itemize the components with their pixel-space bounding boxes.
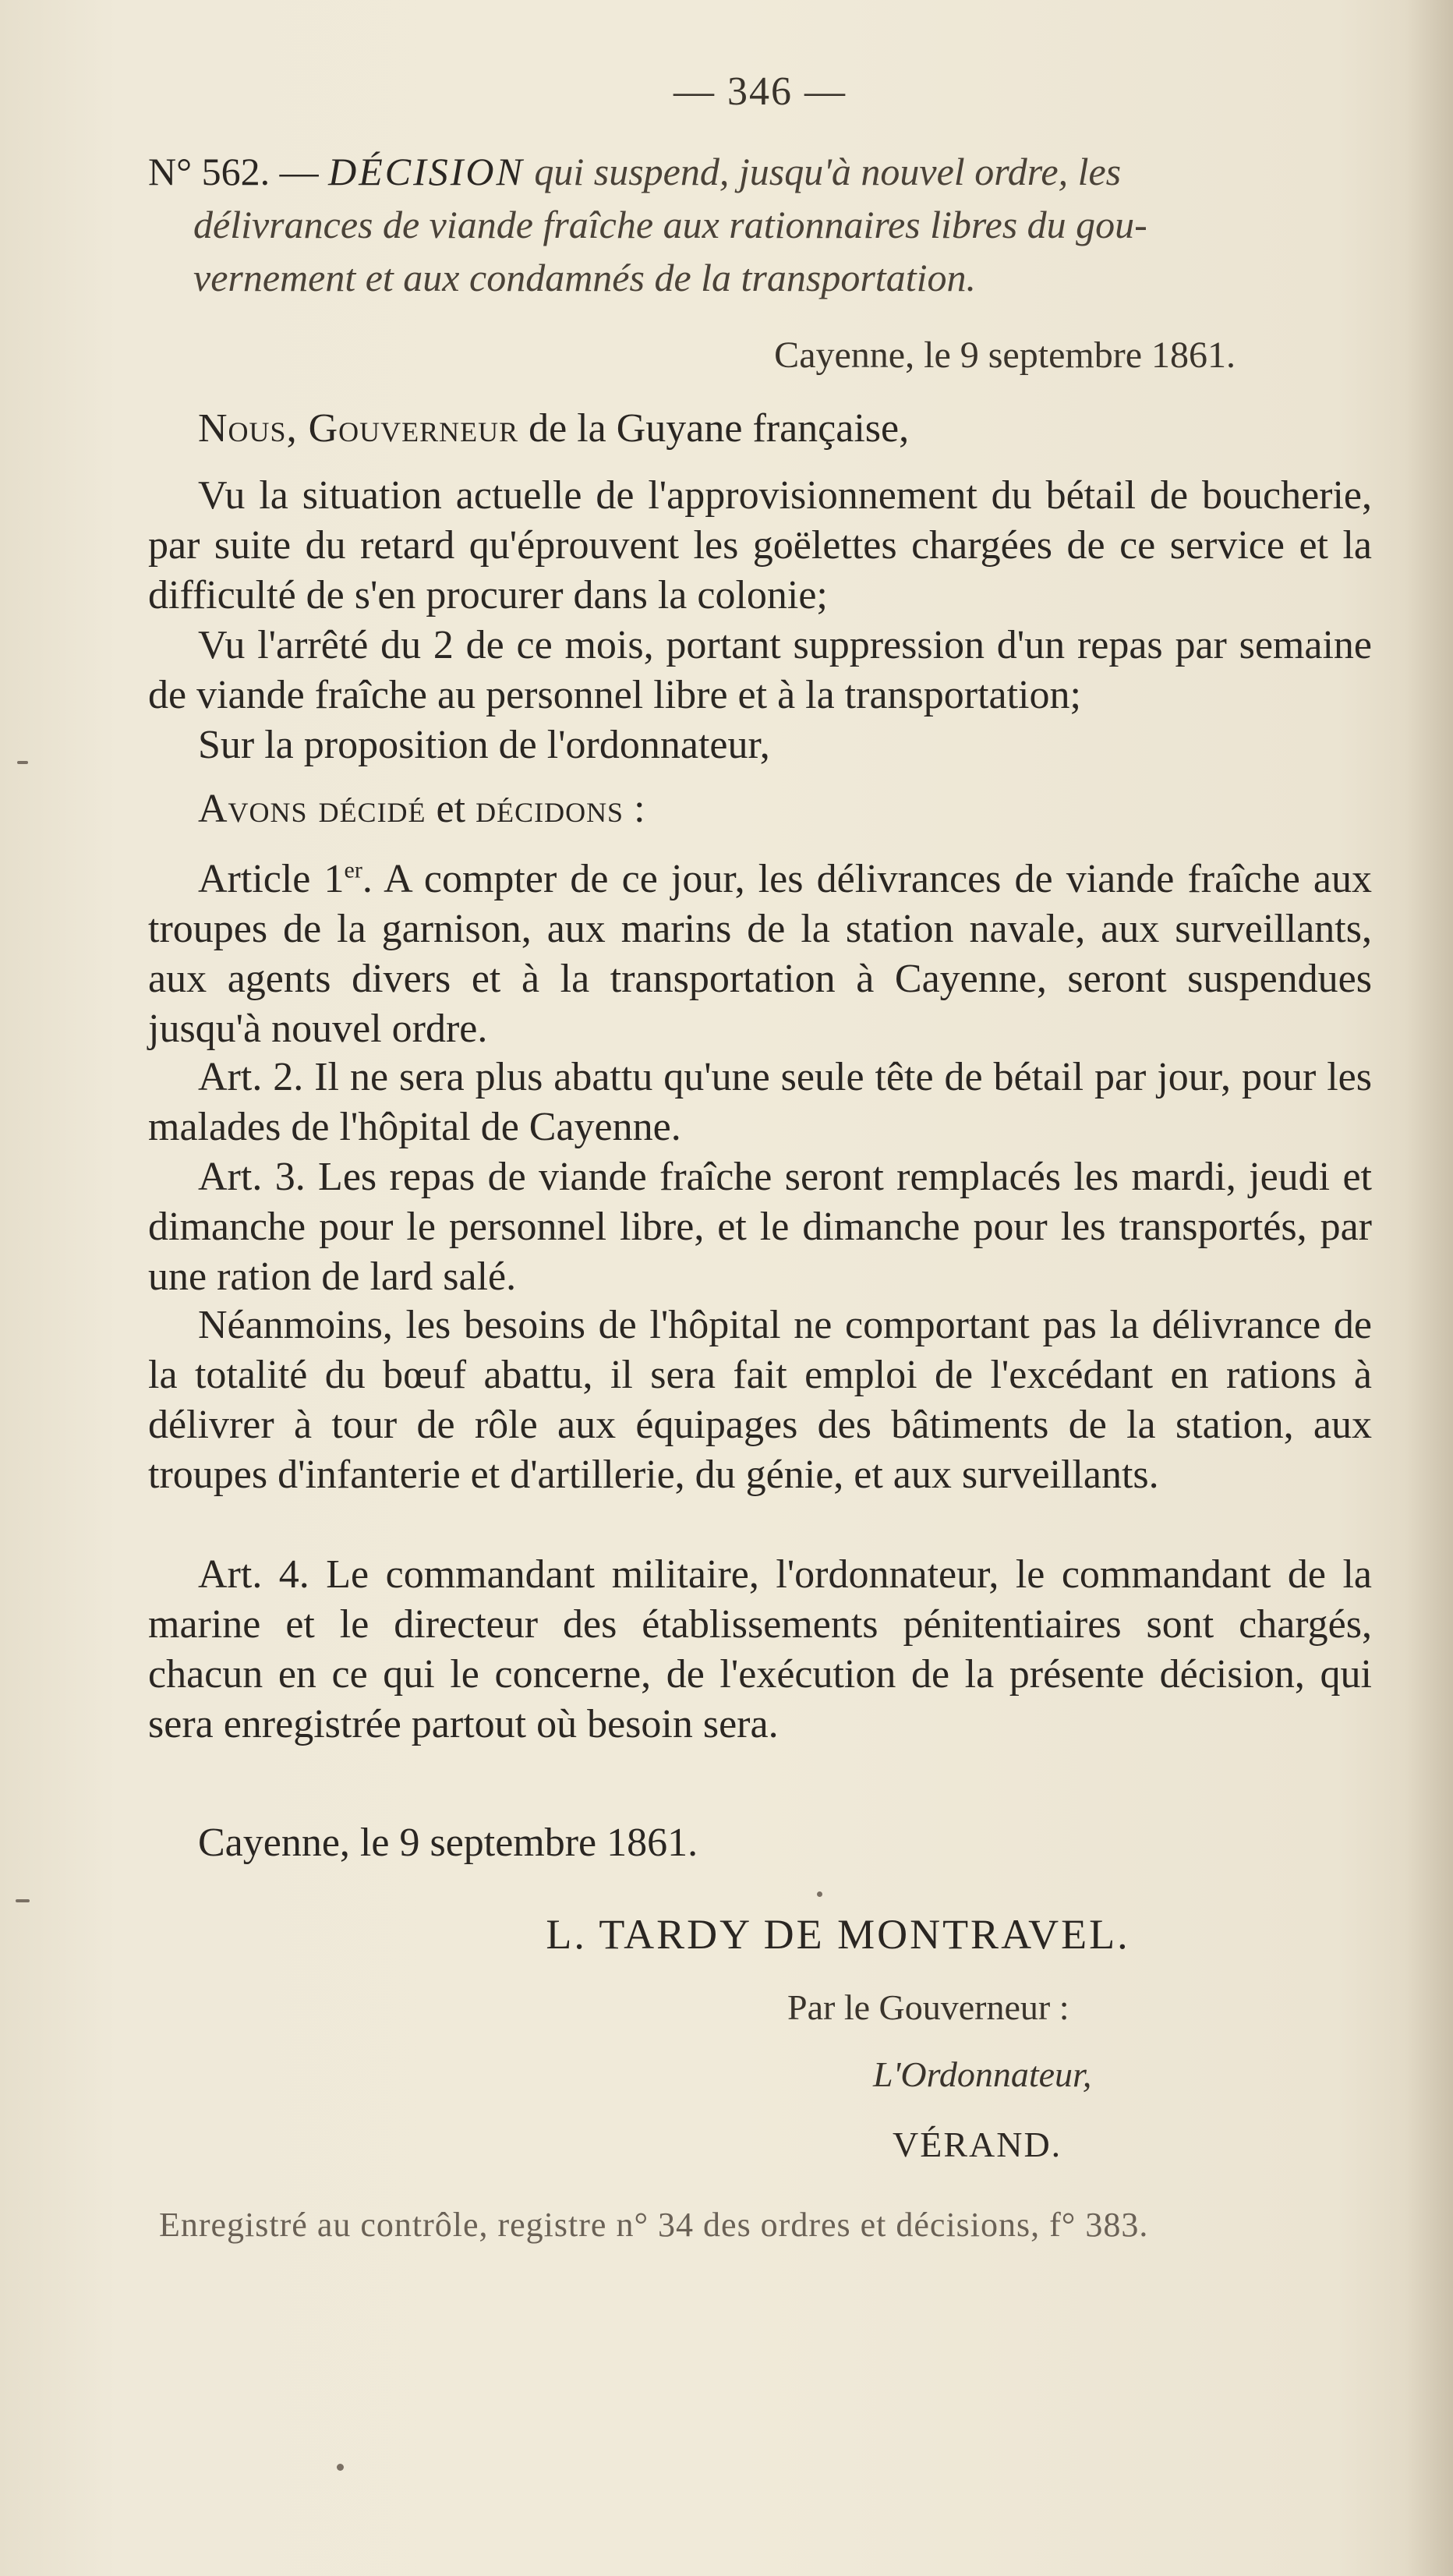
paragraph-vu-arrete: Vu l'arrêté du 2 de ce mois, portant suppression d'un repas par semaine de viande fraîche au personnel libre et à la transportation;	[148, 623, 1372, 717]
article-1-label: Article 1	[198, 857, 345, 901]
decidons: décidons	[475, 787, 624, 831]
par-le-gouverneur: Par le Gouverneur :	[787, 1987, 1069, 2027]
page-edge-shadow	[1406, 0, 1453, 2576]
governor-signature: L. TARDY DE MONTRAVEL.	[546, 1911, 1130, 1958]
avons-end: :	[624, 787, 645, 831]
decision-heading	[148, 145, 1372, 304]
avons-et: et	[426, 787, 476, 831]
paragraph-sur-proposition: Sur la proposition de l'ordonnateur,	[198, 723, 770, 767]
countersignature: VÉRAND.	[893, 2125, 1062, 2164]
page-number: — 346 —	[673, 69, 847, 114]
decision-description-line-2: délivrances de viande fraîche aux rationnaires libres du gou-	[193, 203, 1147, 246]
paragraph-article-4: Art. 4. Le commandant militaire, l'ordonnateur, le commandant de la marine et le directeur des établissements pénitentiaires sont chargés, chacun en ce qui le concerne, de l'exécution de la présente décision, qui sera enregistrée partout où besoin sera.	[148, 1552, 1372, 1746]
paper-speck	[337, 2464, 344, 2471]
paper-speck	[16, 1899, 30, 1902]
paragraph-avons-decide	[148, 784, 1372, 834]
nous-rest: de la Guyane française,	[518, 406, 910, 451]
ordonnateur-role: L'Ordonnateur,	[873, 2054, 1092, 2094]
dateline: Cayenne, le 9 septembre 1861.	[774, 334, 1236, 376]
decision-title: DÉCISION	[328, 150, 525, 193]
article-1-text: . A compter de ce jour, les délivrances de viande fraîche aux troupes de la garnison, aux marins de la station navale, aux surveillants, aux agents divers et à la transportation à Cayenne, seront suspendues jusqu'à nouvel ordre.	[148, 857, 1373, 1051]
decision-description-line-3: vernement et aux condamnés de la transportation.	[193, 256, 976, 299]
paragraph-vu-situation: Vu la situation actuelle de l'approvisionnement du bétail de boucherie, par suite du retard qu'éprouvent les goëlettes chargées de ce service et la difficulté de s'en procurer dans la colonie;	[148, 473, 1372, 617]
paragraph-article-3: Art. 3. Les repas de viande fraîche seront remplacés les mardi, jeudi et dimanche pour le personnel libre, et le dimanche pour les transportés, par une ration de lard salé.	[148, 1155, 1372, 1299]
closing-dateline: Cayenne, le 9 septembre 1861.	[198, 1821, 698, 1865]
paragraph-article-2: Art. 2. Il ne sera plus abattu qu'une seule tête de bétail par jour, pour les malades de l'hôpital de Cayenne.	[148, 1055, 1372, 1149]
preamble-nous	[148, 404, 1372, 454]
registration-note: Enregistré au contrôle, registre n° 34 des ordres et décisions, f° 383.	[159, 2206, 1149, 2244]
paragraph-neanmoins: Néanmoins, les besoins de l'hôpital ne comportant pas la délivrance de la totalité du bœuf abattu, il sera fait emploi de l'excédant en rations à délivrer à tour de rôle aux équipages des bâtiments de la station, aux troupes d'infanterie et d'artillerie, du génie, et aux surveillants.	[148, 1303, 1372, 1497]
decision-number: N° 562. —	[148, 150, 319, 193]
decision-description-line-1: qui suspend, jusqu'à nouvel ordre, les	[524, 150, 1122, 193]
paper-speck	[817, 1891, 822, 1897]
article-1-superscript: er	[344, 857, 362, 883]
paragraph-article-1	[148, 855, 1372, 1054]
paper-speck	[17, 761, 28, 764]
nous-gouverneur: Nous, Gouverneur	[198, 406, 519, 451]
avons-decide: Avons décidé	[198, 787, 426, 831]
